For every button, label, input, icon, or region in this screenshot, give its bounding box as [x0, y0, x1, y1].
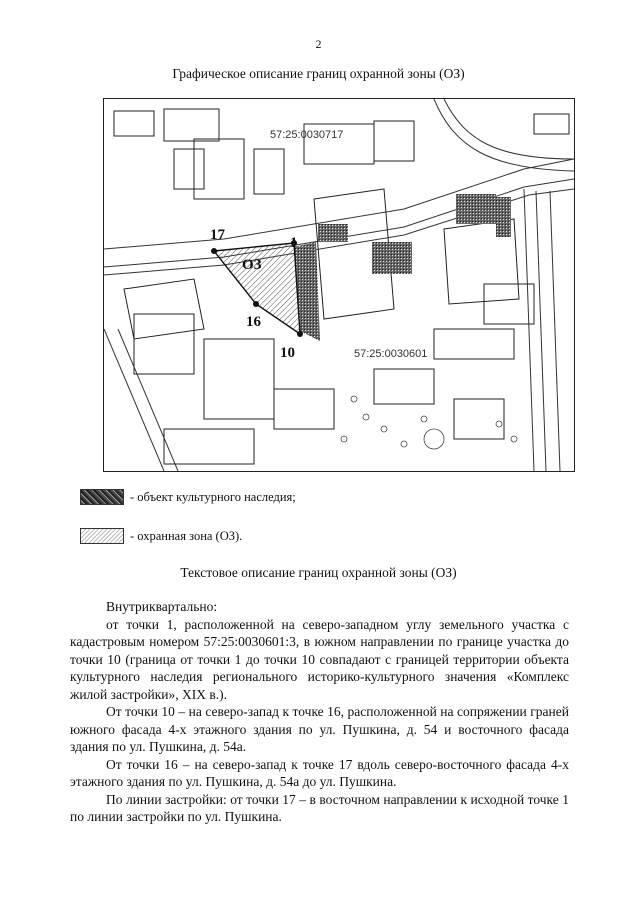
- graphic-description-title: Графическое описание границ охранной зоны (ОЗ): [172, 66, 465, 81]
- point-1-label: 1: [290, 235, 298, 251]
- point-16-label: 16: [246, 314, 261, 330]
- paragraph-intro: Внутриквартально:: [106, 599, 218, 614]
- legend-zone-text: - охранная зона (ОЗ).: [130, 528, 243, 543]
- paragraph-point-1: от точки 1, расположенной на северо-западном углу земельного участка с кадастровым номером 57:25:0030601:3, в южном направлении по границе участка до точки 10 (граница от точки 1 до точки 10 совпадают с границей территории объекта культурного наследия регионального историко-культурного значения «Комплекс жилой застройки», XIX в.).: [70, 616, 569, 702]
- zone-swatch: [80, 528, 124, 544]
- text-description-title: Текстовое описание границ охранной зоны (ОЗ): [180, 565, 457, 580]
- point-10-label: 10: [280, 345, 295, 361]
- paragraph-point-16: От точки 16 – на северо-запад к точке 17 вдоль северо-восточного фасада 4-х этажного здания по ул. Пушкина, д. 54а до ул. Пушкина.: [70, 756, 569, 789]
- legend-zone: [80, 526, 242, 546]
- point-17-label: 17: [210, 227, 225, 243]
- legend-heritage-text: - объект культурного наследия;: [130, 489, 296, 504]
- cadastral-label-main: 57:25:0030601: [354, 348, 428, 360]
- paragraph-point-17: По линии застройки: от точки 17 – в восточном направлении к исходной точке 1 по линии застройки по ул. Пушкина.: [70, 791, 569, 824]
- cadastral-label-top: 57:25:0030717: [270, 129, 344, 141]
- description-body: [70, 598, 569, 826]
- page-number: 2: [315, 37, 322, 51]
- legend-heritage: [80, 487, 296, 507]
- zone-label: ОЗ: [242, 257, 262, 273]
- building-outlines: [114, 109, 569, 464]
- cadastral-map: [103, 98, 575, 472]
- heritage-swatch: [80, 489, 124, 505]
- paragraph-point-10: От точки 10 – на северо-запад к точке 16, расположенной на сопряжении граней южного фасада 4-х этажного здания по ул. Пушкина, д. 54 и восточного фасада здания по ул. Пушкина, д. 54а.: [70, 704, 569, 754]
